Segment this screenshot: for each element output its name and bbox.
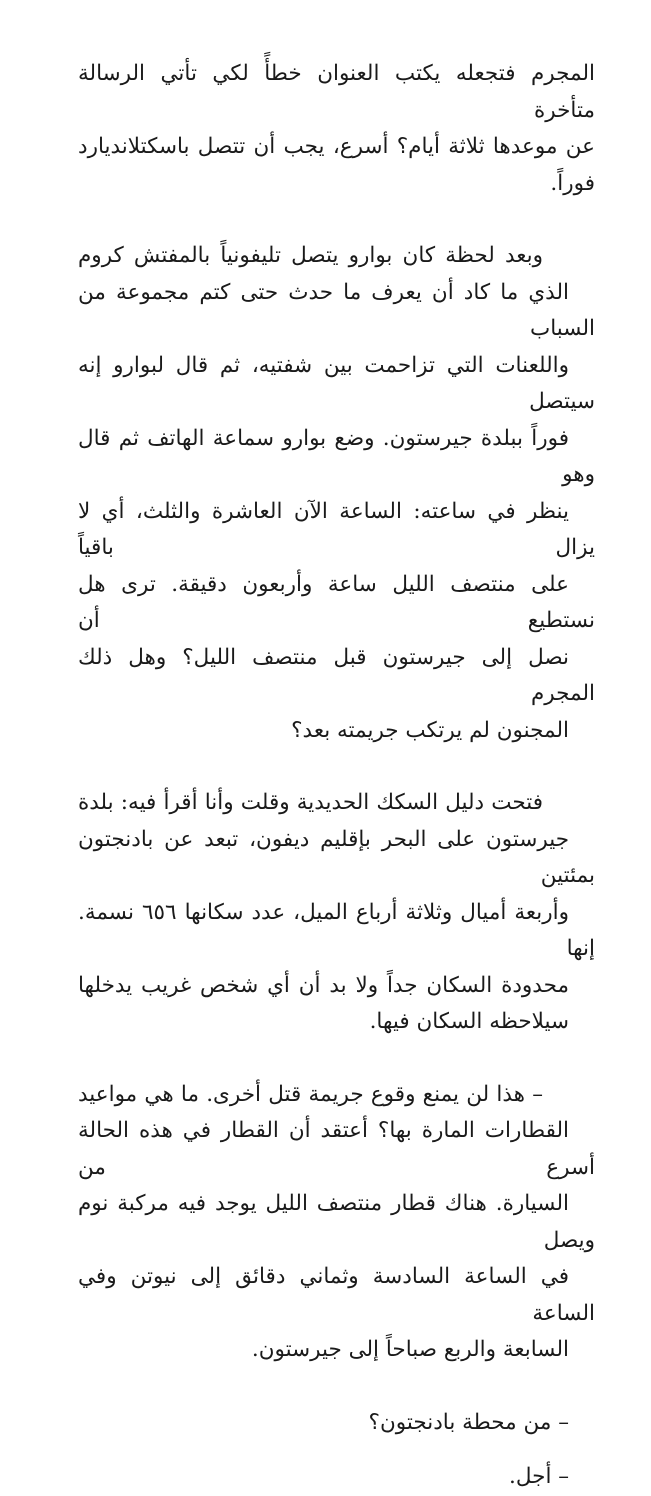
text-line: سيلاحظه السكان فيها. — [369, 1009, 569, 1034]
text-line: فوراً. — [550, 170, 595, 196]
text-line: عن موعدها ثلاثة أيام؟ أسرع، يجب أن تتصل باسكتلانديارد — [78, 134, 595, 159]
text-line: – من محطة بادنجتون؟ — [368, 1409, 569, 1435]
text-line: المجنون لم يرتكب جريمته بعد؟ — [291, 717, 569, 743]
text-line: المجرم فتجعله يكتب العنوان خطأً لكي تأتي الرسالة متأخرة — [78, 61, 595, 123]
paragraph-1 — [78, 56, 595, 202]
text-line: القطارات المارة بها؟ أعتقد أن القطار في هذه الحالة أسرع من — [78, 1118, 595, 1180]
paragraph-3 — [78, 785, 595, 1041]
text-line: السيارة. هناك قطار منتصف الليل يوجد فيه مركبة نوم ويصل — [78, 1191, 595, 1253]
text-line: فتحت دليل السكك الحديدية وقلت وأنا أقرأ فيه: بلدة — [78, 790, 543, 815]
text-line: نصل إلى جيرستون قبل منتصف الليل؟ وهل ذلك المجرم — [78, 644, 595, 706]
text-line: في الساعة السادسة وثماني دقائق إلى نيوتن وفي الساعة — [78, 1264, 595, 1326]
dialog-line-1 — [78, 1405, 595, 1442]
dialog-line-2 — [78, 1459, 595, 1496]
text-line: – هذا لن يمنع وقوع جريمة قتل أخرى. ما هي مواعيد — [78, 1081, 543, 1107]
paragraph-4 — [78, 1077, 595, 1369]
text-line: وأربعة أميال وثلاثة أرباع الميل، عدد سكانها ٦٥٦ نسمة. إنها — [78, 899, 595, 961]
paragraph-2 — [78, 238, 595, 749]
text-line: – أجل. — [509, 1464, 569, 1489]
text-line: الذي ما كاد أن يعرف ما حدث حتى كتم مجموعة من السباب — [78, 279, 595, 341]
text-line: محدودة السكان جداً ولا بد أن أي شخص غريب يدخلها — [78, 972, 569, 998]
text-line: جيرستون على البحر بإقليم ديفون، تبعد عن بادنجتون بمئتين — [78, 826, 595, 888]
text-line: ينظر في ساعته: الساعة الآن العاشرة والثلث، أي لا يزال باقياً — [78, 498, 595, 560]
text-line: على منتصف الليل ساعة وأربعون دقيقة. ترى هل نستطيع أن — [78, 571, 595, 633]
text-line: السابعة والربع صباحاً إلى جيرستون. — [251, 1337, 569, 1362]
text-line: وبعد لحظة كان بوارو يتصل تليفونياً بالمفتش كروم — [78, 243, 543, 268]
text-line: واللعنات التي تزاحمت بين شفتيه، ثم قال لبوارو إنه سيتصل — [78, 352, 595, 414]
text-line: فوراً ببلدة جيرستون. وضع بوارو سماعة الهاتف ثم قال وهو — [78, 425, 595, 487]
